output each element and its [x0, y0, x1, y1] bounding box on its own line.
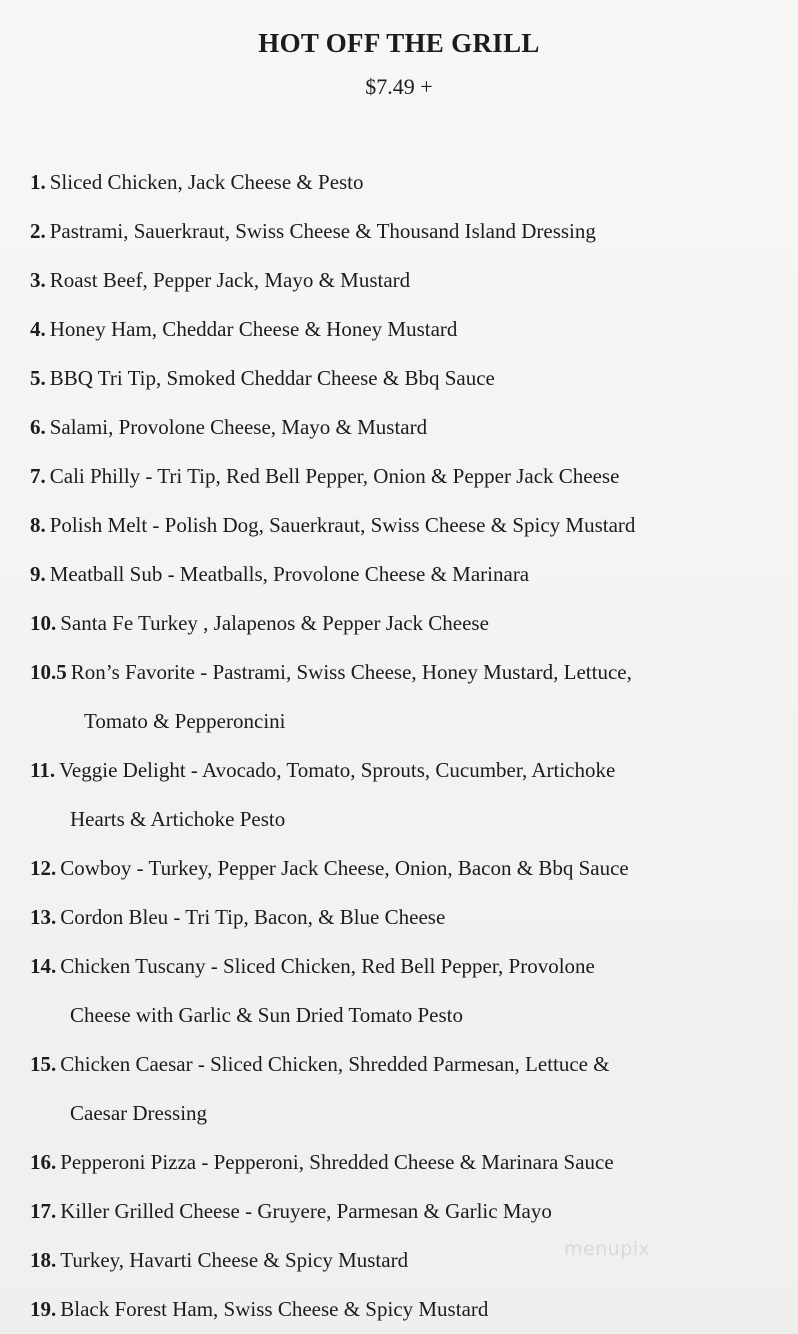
menu-item — [30, 158, 770, 207]
item-number: 7. — [30, 464, 46, 488]
item-description: Pepperoni Pizza - Pepperoni, Shredded Cheese & Marinara Sauce — [60, 1150, 614, 1174]
item-description: Cali Philly - Tri Tip, Red Bell Pepper, Onion & Pepper Jack Cheese — [49, 464, 620, 488]
menu-item — [30, 550, 770, 599]
item-number: 5. — [30, 366, 46, 390]
item-description: Cowboy - Turkey, Pepper Jack Cheese, Onion, Bacon & Bbq Sauce — [60, 856, 629, 880]
item-number: 15. — [30, 1052, 57, 1076]
menu-item — [30, 1187, 770, 1236]
menu-item — [30, 844, 770, 893]
item-description-continued: Hearts & Artichoke Pesto — [70, 807, 286, 831]
menu-item-list — [30, 158, 770, 1334]
item-number: 9. — [30, 562, 46, 586]
item-description: Roast Beef, Pepper Jack, Mayo & Mustard — [49, 268, 411, 292]
menu-item — [30, 403, 770, 452]
item-number: 18. — [30, 1248, 57, 1272]
watermark: menupix — [564, 1238, 651, 1260]
menu-item — [30, 1138, 770, 1187]
item-description: Veggie Delight - Avocado, Tomato, Sprouts, Cucumber, Artichoke — [59, 758, 616, 782]
item-number: 2. — [30, 219, 46, 243]
menu-item — [30, 746, 770, 844]
item-number: 6. — [30, 415, 46, 439]
item-description-continued: Cheese with Garlic & Sun Dried Tomato Pesto — [70, 1003, 464, 1027]
menu-item — [30, 599, 770, 648]
item-description: Ron’s Favorite - Pastrami, Swiss Cheese, Honey Mustard, Lettuce, — [70, 660, 632, 684]
menu-item — [30, 648, 770, 746]
item-description: Chicken Tuscany - Sliced Chicken, Red Bell Pepper, Provolone — [60, 954, 595, 978]
item-number: 11. — [30, 758, 56, 782]
item-description: Sliced Chicken, Jack Cheese & Pesto — [49, 170, 364, 194]
item-number: 10. — [30, 611, 57, 635]
item-description: Meatball Sub - Meatballs, Provolone Cheese & Marinara — [49, 562, 530, 586]
menu-price: $7.49 + — [365, 74, 433, 99]
item-description: Honey Ham, Cheddar Cheese & Honey Mustard — [49, 317, 458, 341]
item-description: BBQ Tri Tip, Smoked Cheddar Cheese & Bbq Sauce — [49, 366, 495, 390]
item-number: 12. — [30, 856, 57, 880]
menu-item — [30, 1040, 770, 1138]
menu-item — [30, 1236, 770, 1285]
menu-item — [30, 1285, 770, 1334]
menu-item — [30, 354, 770, 403]
item-number: 14. — [30, 954, 57, 978]
menu-item — [30, 305, 770, 354]
item-description: Killer Grilled Cheese - Gruyere, Parmesan & Garlic Mayo — [60, 1199, 552, 1223]
item-description: Black Forest Ham, Swiss Cheese & Spicy Mustard — [60, 1297, 489, 1321]
item-number: 1. — [30, 170, 46, 194]
item-description-continued: Tomato & Pepperoncini — [84, 709, 286, 733]
item-description: Cordon Bleu - Tri Tip, Bacon, & Blue Cheese — [60, 905, 446, 929]
menu-item — [30, 501, 770, 550]
item-number: 3. — [30, 268, 46, 292]
item-description: Salami, Provolone Cheese, Mayo & Mustard — [49, 415, 428, 439]
menu-item — [30, 942, 770, 1040]
item-description-continued: Caesar Dressing — [70, 1101, 208, 1125]
item-description: Santa Fe Turkey , Jalapenos & Pepper Jack Cheese — [60, 611, 489, 635]
item-number: 8. — [30, 513, 46, 537]
item-number: 17. — [30, 1199, 57, 1223]
menu-title: HOT OFF THE GRILL — [258, 28, 540, 58]
item-number: 13. — [30, 905, 57, 929]
item-description: Turkey, Havarti Cheese & Spicy Mustard — [60, 1248, 409, 1272]
menu-item — [30, 207, 770, 256]
menu-item — [30, 893, 770, 942]
item-description: Polish Melt - Polish Dog, Sauerkraut, Swiss Cheese & Spicy Mustard — [49, 513, 636, 537]
item-description: Chicken Caesar - Sliced Chicken, Shredded Parmesan, Lettuce & — [60, 1052, 610, 1076]
item-number: 4. — [30, 317, 46, 341]
item-description: Pastrami, Sauerkraut, Swiss Cheese & Thousand Island Dressing — [49, 219, 596, 243]
item-number: 10.5 — [30, 660, 67, 684]
item-number: 19. — [30, 1297, 57, 1321]
menu-item — [30, 256, 770, 305]
menu-item — [30, 452, 770, 501]
item-number: 16. — [30, 1150, 57, 1174]
